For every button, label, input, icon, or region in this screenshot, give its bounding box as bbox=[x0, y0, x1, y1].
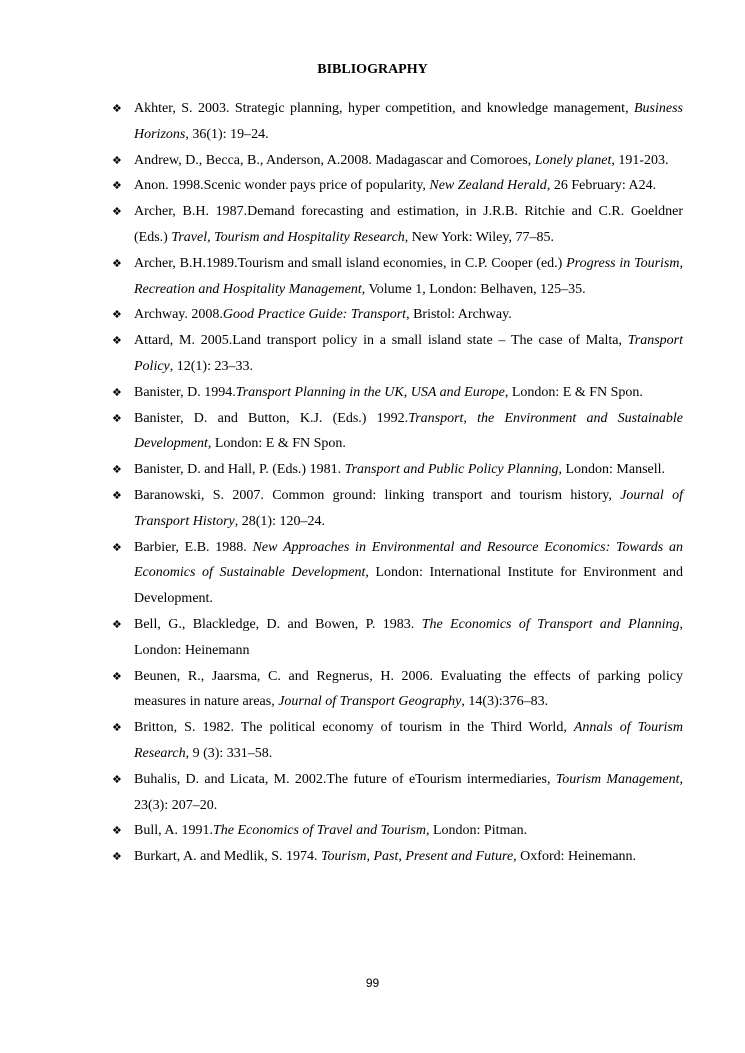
diamond-bullet-icon: ❖ bbox=[112, 850, 122, 864]
bibliography-entry bbox=[112, 612, 683, 664]
diamond-bullet-icon: ❖ bbox=[112, 308, 122, 322]
diamond-bullet-icon: ❖ bbox=[112, 824, 122, 838]
entry-details: , London: International Institute for Environment and Development. bbox=[134, 565, 683, 607]
entry-details: , London: Mansell. bbox=[558, 462, 666, 478]
page-title: BIBLIOGRAPHY bbox=[317, 62, 428, 77]
diamond-bullet-icon: ❖ bbox=[112, 721, 122, 735]
entry-source: Progress in Tourism, Recreation and Hospitality Management bbox=[134, 255, 683, 297]
entry-text: Baranowski, S. 2007. Common ground: linking transport and tourism history, bbox=[134, 487, 621, 503]
entry-text: Burkart, A. and Medlik, S. 1974. bbox=[134, 849, 322, 865]
diamond-bullet-icon: ❖ bbox=[112, 334, 122, 348]
entry-text: Banister, D. and Hall, P. (Eds.) 1981. bbox=[134, 462, 345, 478]
bibliography-entry bbox=[112, 251, 683, 303]
bibliography-entry bbox=[112, 406, 683, 458]
entry-source: New Approaches in Environmental and Resource Economics: Towards an Economics of Sustainable Development bbox=[134, 539, 683, 581]
entry-details: , 191-203. bbox=[611, 152, 669, 168]
diamond-bullet-icon: ❖ bbox=[112, 179, 122, 193]
page-number: 99 bbox=[365, 976, 380, 990]
entry-source: Journal of Transport History bbox=[134, 487, 683, 529]
entry-text: Banister, D. 1994. bbox=[134, 384, 236, 400]
bibliography-entry bbox=[112, 483, 683, 535]
entry-source: Transport and Public Policy Planning bbox=[344, 462, 559, 478]
diamond-bullet-icon: ❖ bbox=[112, 256, 122, 270]
entry-text: Bull, A. 1991. bbox=[134, 823, 213, 839]
bibliography-entry bbox=[112, 148, 683, 174]
entry-source: Transport Planning in the UK, USA and Europe bbox=[235, 384, 505, 400]
diamond-bullet-icon: ❖ bbox=[112, 153, 122, 167]
entry-details: , 12(1): 23–33. bbox=[169, 358, 253, 374]
entry-details: , London: Heinemann bbox=[134, 616, 683, 658]
entry-source: Tourism Management bbox=[555, 771, 680, 787]
entry-text: Bell, G., Blackledge, D. and Bowen, P. 1983. bbox=[134, 616, 422, 632]
entry-text: Akhter, S. 2003. Strategic planning, hyper competition, and knowledge management, bbox=[134, 101, 634, 116]
entry-details: , London: Pitman. bbox=[425, 823, 528, 839]
entry-details: , Volume 1, London: Belhaven, 125–35. bbox=[361, 281, 586, 297]
diamond-bullet-icon: ❖ bbox=[112, 463, 122, 477]
entry-details: , 9 (3): 331–58. bbox=[185, 745, 273, 761]
diamond-bullet-icon: ❖ bbox=[112, 102, 122, 115]
entry-text: Buhalis, D. and Licata, M. 2002.The future of eTourism intermediaries, bbox=[134, 771, 556, 787]
diamond-bullet-icon: ❖ bbox=[112, 772, 122, 786]
bibliography-entry bbox=[112, 715, 683, 767]
bibliography-entry bbox=[112, 199, 683, 251]
entry-text: Anon. 1998.Scenic wonder pays price of popularity, bbox=[134, 178, 430, 194]
entry-details: , 14(3):376–83. bbox=[461, 694, 549, 710]
entry-text: Andrew, D., Becca, B., Anderson, A.2008. Madagascar and Comoroes, bbox=[134, 152, 535, 168]
bibliography-entry bbox=[112, 818, 683, 844]
entry-text: Attard, M. 2005.Land transport policy in a small island state – The case of Malta, bbox=[134, 333, 628, 349]
entry-source: Travel, Tourism and Hospitality Research bbox=[171, 229, 405, 245]
entry-source: Annals of Tourism Research bbox=[134, 720, 683, 761]
bibliography-entry bbox=[112, 535, 683, 612]
entry-text: Banister, D. and Button, K.J. (Eds.) 1992. bbox=[134, 410, 409, 426]
entry-details: , Oxford: Heinemann. bbox=[513, 849, 637, 865]
bibliography-entry bbox=[112, 328, 683, 380]
entry-source: Lonely planet bbox=[534, 152, 612, 168]
entry-text: Archer, B.H.1989.Tourism and small island economies, in C.P. Cooper (ed.) bbox=[134, 255, 567, 271]
entry-details: , 36(1): 19–24. bbox=[185, 126, 269, 142]
entry-details: , 28(1): 120–24. bbox=[234, 513, 325, 529]
diamond-bullet-icon: ❖ bbox=[112, 669, 122, 683]
bibliography-entry bbox=[112, 767, 683, 819]
bibliography-entry bbox=[112, 844, 683, 870]
entry-text: Britton, S. 1982. The political economy of tourism in the Third World, bbox=[134, 720, 574, 736]
entry-text: Archer, B.H. 1987.Demand forecasting and estimation, in J.R.B. Ritchie and C.R. Goeldner (Eds.) bbox=[134, 204, 683, 245]
bibliography-entry bbox=[112, 173, 683, 199]
entry-details: , 23(3): 207–20. bbox=[134, 771, 683, 813]
entry-source: Good Practice Guide: Transport bbox=[222, 307, 407, 323]
diamond-bullet-icon: ❖ bbox=[112, 540, 122, 554]
bibliography-entry bbox=[112, 380, 683, 406]
entry-details: , 26 February: A24. bbox=[546, 178, 657, 194]
entry-source: Tourism, Past, Present and Future bbox=[321, 849, 514, 865]
diamond-bullet-icon: ❖ bbox=[112, 385, 122, 399]
bibliography-list bbox=[112, 96, 683, 870]
bibliography-entry bbox=[112, 96, 683, 148]
entry-source: New Zealand Herald bbox=[429, 178, 547, 194]
entry-details: , New York: Wiley, 77–85. bbox=[404, 229, 554, 245]
entry-details: , Bristol: Archway. bbox=[406, 307, 512, 323]
bibliography-entry bbox=[112, 664, 683, 716]
entry-details: , London: E & FN Spon. bbox=[207, 436, 346, 452]
entry-source: Transport Policy bbox=[134, 333, 683, 374]
entry-text: Beunen, R., Jaarsma, C. and Regnerus, H. 2006. Evaluating the effects of parking policy measures in nature areas, bbox=[134, 668, 683, 710]
bibliography-entry bbox=[112, 457, 683, 483]
entry-source: The Economics of Travel and Tourism bbox=[212, 823, 426, 839]
entry-details: , London: E & FN Spon. bbox=[504, 384, 643, 400]
diamond-bullet-icon: ❖ bbox=[112, 205, 122, 219]
entry-text: Archway. 2008. bbox=[134, 307, 223, 323]
entry-source: Transport, the Environment and Sustainable Development bbox=[134, 410, 684, 452]
entry-source: The Economics of Transport and Planning bbox=[421, 616, 680, 632]
diamond-bullet-icon: ❖ bbox=[112, 411, 122, 425]
entry-text: Barbier, E.B. 1988. bbox=[134, 539, 253, 555]
bibliography-entry bbox=[112, 302, 683, 328]
entry-source: Business Horizons bbox=[134, 101, 683, 142]
entry-source: Journal of Transport Geography bbox=[278, 694, 462, 710]
diamond-bullet-icon: ❖ bbox=[112, 488, 122, 502]
diamond-bullet-icon: ❖ bbox=[112, 617, 122, 631]
